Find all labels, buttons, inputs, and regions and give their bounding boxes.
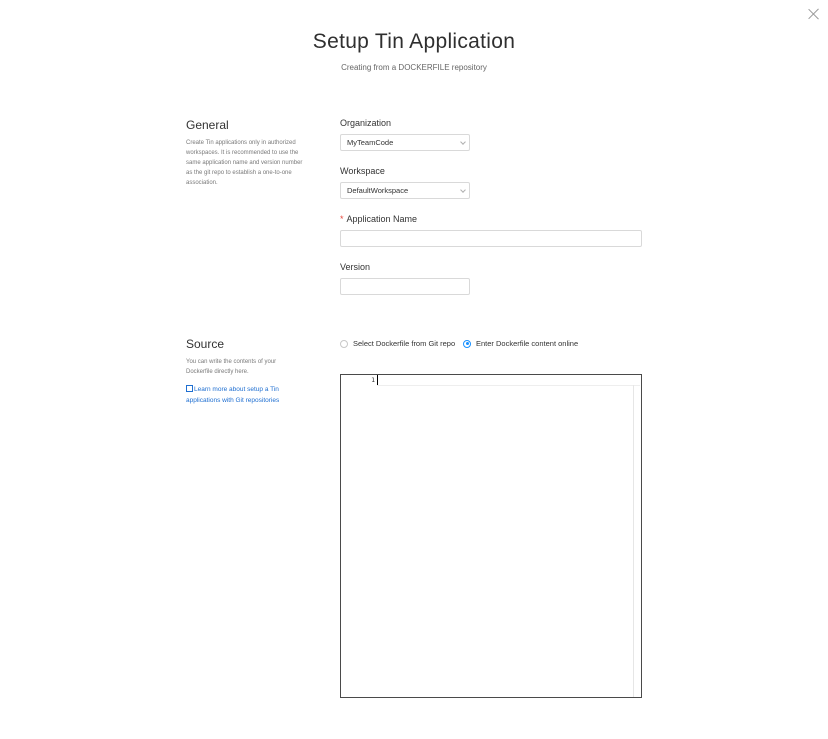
- workspace-label: Workspace: [340, 166, 385, 176]
- workspace-select-value: DefaultWorkspace: [347, 186, 409, 195]
- close-icon[interactable]: [806, 6, 822, 22]
- application-name-label-text: Application Name: [346, 214, 418, 224]
- current-line-highlight: [377, 375, 640, 386]
- learn-more-link[interactable]: [186, 384, 311, 406]
- radio-enter-online-label: Enter Dockerfile content online: [476, 339, 579, 348]
- radio-circle[interactable]: [340, 340, 348, 348]
- source-section-description: You can write the contents of your Dockerfile directly here.: [186, 359, 277, 375]
- general-section-title: General: [186, 118, 229, 132]
- application-name-label: [340, 214, 417, 224]
- source-section-title: Source: [186, 337, 225, 351]
- radio-enter-online[interactable]: [463, 339, 578, 348]
- text-cursor: [377, 375, 378, 385]
- required-marker: *: [340, 214, 344, 224]
- application-name-input[interactable]: [340, 230, 642, 247]
- page-subtitle: Creating from a DOCKERFILE repository: [341, 63, 487, 72]
- line-number: 1: [371, 376, 375, 384]
- editor-scrollbar[interactable]: [633, 385, 634, 697]
- radio-select-from-git[interactable]: [340, 339, 455, 348]
- organization-label: Organization: [340, 118, 392, 128]
- organization-select-value: MyTeamCode: [347, 138, 394, 147]
- external-link-icon: [186, 385, 193, 392]
- chevron-down-icon: [460, 187, 466, 193]
- page-title: Setup Tin Application: [312, 30, 516, 53]
- radio-circle[interactable]: [463, 340, 471, 348]
- workspace-select[interactable]: [340, 182, 470, 199]
- organization-select[interactable]: [340, 134, 470, 151]
- dockerfile-editor[interactable]: [340, 374, 642, 698]
- chevron-down-icon: [460, 139, 466, 145]
- general-section-description: Create Tin applications only in authorized workspaces. It is recommended to use the same application name and version number as the git repo to establish a one-to-one association.: [186, 140, 303, 186]
- radio-select-from-git-label: Select Dockerfile from Git repo: [353, 339, 456, 348]
- version-label: Version: [340, 262, 371, 272]
- learn-more-link-text: Learn more about setup a Tin applications with Git repositories: [186, 386, 280, 404]
- version-input[interactable]: [340, 278, 470, 295]
